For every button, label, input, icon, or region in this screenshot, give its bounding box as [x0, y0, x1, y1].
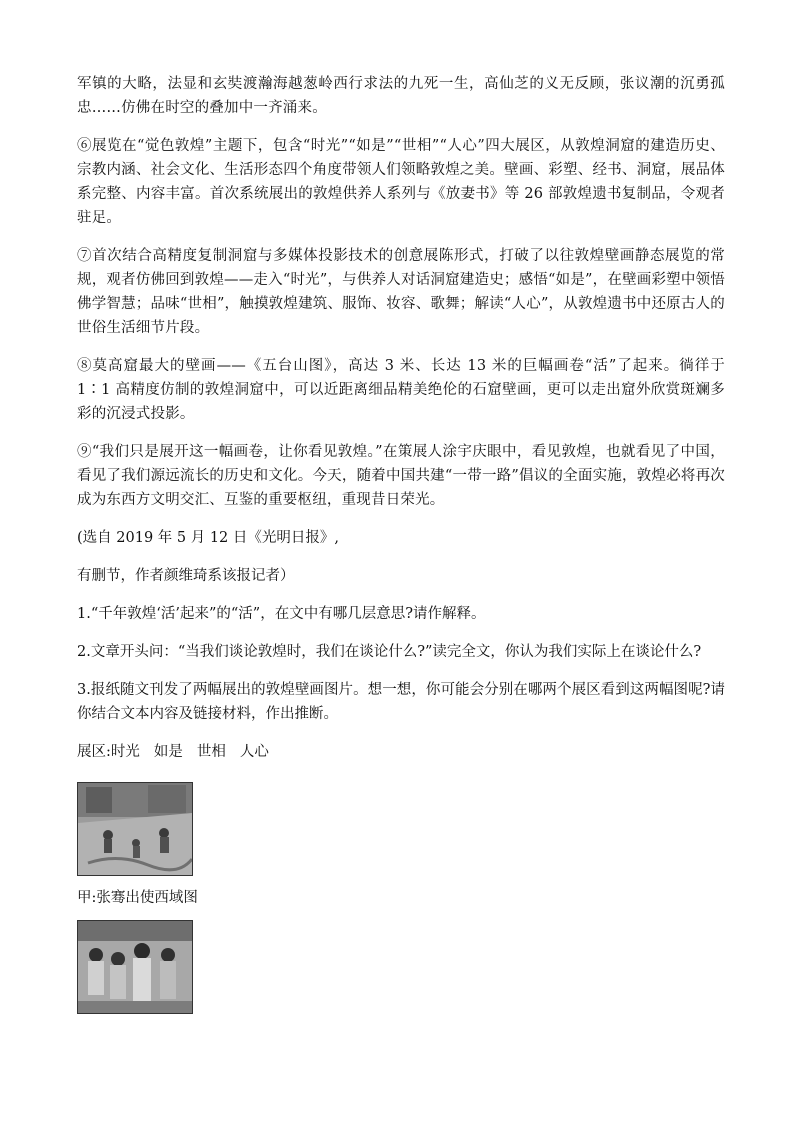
exhibition-zones	[77, 740, 725, 764]
source-line-1: (选自 2019 年 5 月 12 日《光明日报》,	[77, 530, 339, 546]
question-2: 2.文章开头问：“当我们谈论敦煌时，我们在谈论什么?”读完全文，你认为我们实际上在谈论什么?	[77, 644, 702, 660]
paragraph-7: ⑦首次结合高精度复制洞窟与多媒体投影技术的创意展陈形式，打破了以往敦煌壁画静态展览的常规，观者仿佛回到敦煌——走入“时光”，与供养人对话洞窟建造史；感悟“如是”，在壁画彩塑中领悟佛学智慧；品味“世相”，触摸敦煌建筑、服饰、妆容、歌舞；解读“人心”，从敦煌遗书中还原古人的世俗生活细节片段。	[77, 248, 725, 336]
source-line-2: 有删节，作者颜维琦系该报记者）	[77, 568, 295, 584]
question-3: 3.报纸随文刊发了两幅展出的敦煌壁画图片。想一想，你可能会分别在哪两个展区看到这两幅图呢?请你结合文本内容及链接材料，作出推断。	[77, 682, 725, 722]
zone-item-2: 如是	[153, 744, 183, 760]
paragraph-9: ⑨“我们只是展开这一幅画卷，让你看见敦煌。”在策展人涂宇庆眼中，看见敦煌，也就看见了中国，看见了我们源远流长的历史和文化。今天，随着中国共建“一带一路”倡议的全面实施，敦煌必将再次成为东西方文明交汇、互鉴的重要枢纽，重现昔日荣光。	[77, 444, 725, 508]
mural-image-yi	[77, 920, 193, 1014]
document-page	[77, 72, 725, 1014]
zone-item-4: 人心	[239, 744, 269, 760]
mural-image-jia	[77, 782, 193, 876]
zone-item-1: 时光	[110, 744, 140, 760]
paragraph-8: ⑧莫高窟最大的壁画——《五台山图》，高达 3 米、长达 13 米的巨幅画卷“活”了起来。徜徉于 1∶1 高精度仿制的敦煌洞窟中，可以近距离细品精美绝伦的石窟壁画，更可以走出窟外欣赏斑斓多彩的沉浸式投影。	[77, 358, 725, 422]
paragraph-6: ⑥展览在“觉色敦煌”主题下，包含“时光”“如是”“世相”“人心”四大展区，从敦煌洞窟的建造历史、宗教内涵、社会文化、生活形态四个角度带领人们领略敦煌之美。壁画、彩塑、经书、洞窟，展品体系完整、内容丰富。首次系统展出的敦煌供养人系列与《放妻书》等 26 部敦煌遗书复制品，令观者驻足。	[77, 138, 725, 226]
mural-image-yi-picture	[78, 921, 192, 1013]
zone-item-3: 世相	[196, 744, 226, 760]
figure-caption-jia: 甲:张骞出使西域图	[77, 890, 198, 906]
paragraph-continuation: 军镇的大略，法显和玄奘渡瀚海越葱岭西行求法的九死一生，高仙芝的义无反顾，张议潮的沉勇孤忠……仿佛在时空的叠加中一齐涌来。	[77, 76, 725, 116]
mural-image-jia-picture	[78, 783, 192, 875]
question-1: 1.“千年敦煌‘活’起来”的“活”，在文中有哪几层意思?请作解释。	[77, 606, 486, 622]
zones-label: 展区:	[77, 744, 111, 760]
